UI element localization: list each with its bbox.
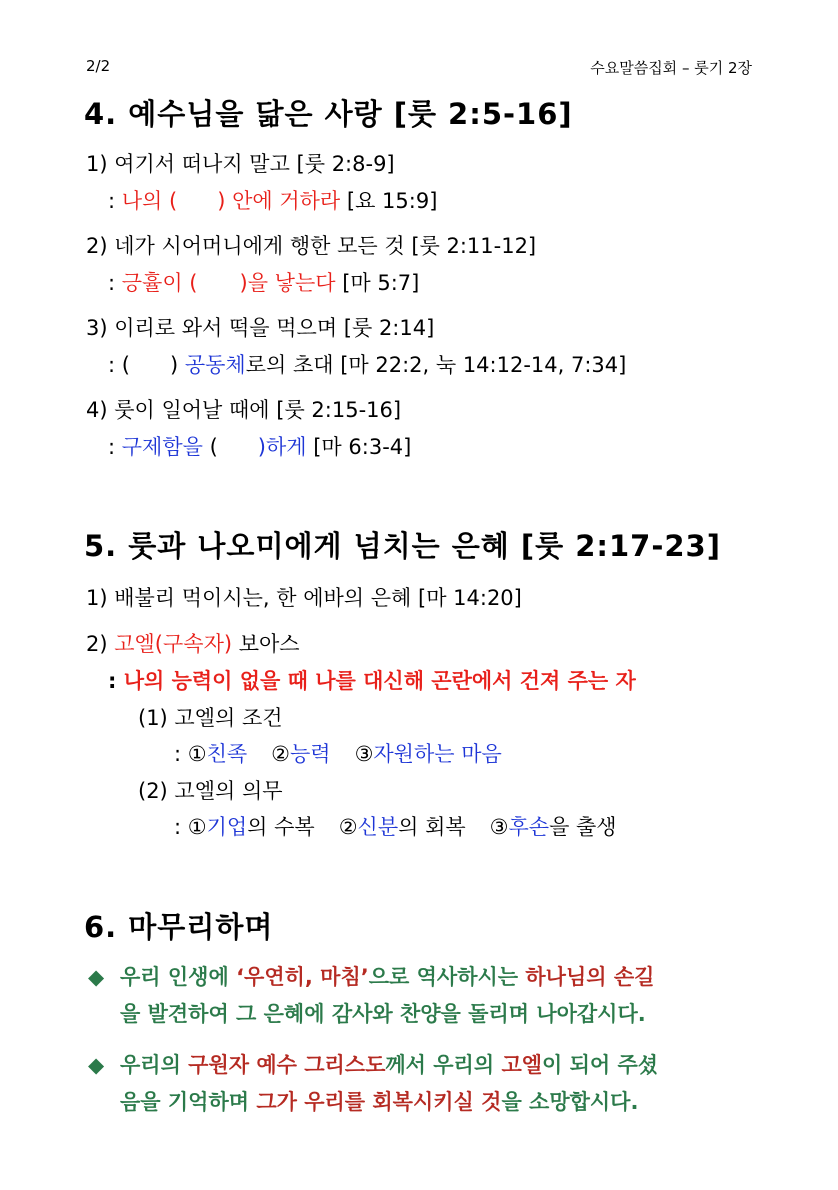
condition-kin: 친족 <box>206 742 248 766</box>
reference: [요 15:9] <box>340 189 438 213</box>
marker-3: ③ <box>354 742 374 766</box>
answer-text: 공동체 <box>178 353 246 377</box>
duty-inheritance: 기업 <box>206 815 248 839</box>
sec4-item-1-answer <box>108 185 437 215</box>
text: 음을 기억하며 <box>120 1090 257 1114</box>
text: 우리 인생에 <box>120 965 237 989</box>
marker-2: ② <box>338 815 358 839</box>
goel-term: 고엘(구속자) <box>114 632 233 656</box>
emphasis: 고엘 <box>501 1053 543 1077</box>
goel-duties <box>174 811 617 841</box>
header-title: 수요말씀집회 – 룻기 2장 <box>590 59 752 77</box>
diamond-icon: ◆ <box>88 965 105 989</box>
sec4-item-4-answer <box>108 431 411 461</box>
text: 을 소망합시다. <box>501 1090 639 1114</box>
closing-bullet-1-line-2: 을 발견하여 그 은혜에 감사와 찬양을 돌리며 나아갑시다. <box>120 1002 646 1026</box>
text: 이 되어 주셨 <box>542 1053 659 1077</box>
colon: : <box>108 271 122 295</box>
goel-duties-head: (2) 고엘의 의무 <box>138 779 283 803</box>
sec4-item-4-head: 4) 룻이 일어날 때에 [룻 2:15-16] <box>86 398 402 422</box>
definition-text: 나의 능력이 없을 때 나를 대신해 곤란에서 건져 주는 자 <box>123 669 636 693</box>
text: 우리의 <box>120 1053 189 1077</box>
section-5-title: 5. 룻과 나오미에게 넘치는 은혜 [룻 2:17-23] <box>84 529 721 563</box>
emphasis: 그가 우리를 회복시키실 것 <box>256 1090 502 1114</box>
answer-text: 구제함을 <box>121 435 203 459</box>
emphasis: 하나님의 손길 <box>525 965 655 989</box>
sec4-item-3-head: 3) 이리로 와서 떡을 먹으며 [룻 2:14] <box>86 316 435 340</box>
emphasis: ‘우연히, 마침’ <box>236 965 369 989</box>
answer-text: )을 낳는다 <box>239 271 336 295</box>
sec4-item-3-answer <box>108 349 626 379</box>
marker-1: : ① <box>174 742 207 766</box>
blank-open: ( <box>202 435 218 459</box>
answer-text: 안에 거하라 <box>225 189 341 213</box>
blank-open: 긍휼이 ( <box>121 271 198 295</box>
duty-status: 신분 <box>357 815 399 839</box>
reference: [마 5:7] <box>335 271 420 295</box>
answer-text-2: )하게 <box>257 435 307 459</box>
boaz: 보아스 <box>232 632 300 656</box>
blank-open: : ( <box>108 353 130 377</box>
colon: : <box>108 189 122 213</box>
colon: : <box>108 669 124 693</box>
section-6-title: 6. 마무리하며 <box>84 910 274 944</box>
duty-text-2: 의 회복 <box>398 815 466 839</box>
closing-bullet-2-line-2 <box>120 1086 638 1116</box>
sec4-item-2-answer <box>108 267 419 297</box>
blank-open: 나의 ( <box>121 189 178 213</box>
text: 께서 우리의 <box>385 1053 502 1077</box>
item-number: 2) <box>86 632 115 656</box>
condition-ability: 능력 <box>289 742 331 766</box>
blank-close: ) <box>217 189 226 213</box>
section-4-title: 4. 예수님을 닮은 사랑 [룻 2:5-16] <box>84 97 573 131</box>
sec5-item-1: 1) 배불리 먹이시는, 한 에바의 은혜 [마 14:20] <box>86 586 522 610</box>
blank-close: ) <box>169 353 179 377</box>
sec4-item-2-head: 2) 네가 시어머니에게 행한 모든 것 [룻 2:11-12] <box>86 234 537 258</box>
closing-bullet-2-line-1 <box>88 1049 658 1079</box>
marker-1: : ① <box>174 815 207 839</box>
sec4-item-1-head: 1) 여기서 떠나지 말고 [룻 2:8-9] <box>86 152 395 176</box>
sec5-item-2 <box>86 628 300 658</box>
reference: [마 6:3-4] <box>306 435 412 459</box>
reference: 로의 초대 [마 22:2, 눅 14:12-14, 7:34] <box>245 353 627 377</box>
closing-bullet-1-line-1 <box>88 961 654 991</box>
goel-conditions-head: (1) 고엘의 조건 <box>138 706 283 730</box>
marker-2: ② <box>271 742 290 766</box>
diamond-icon: ◆ <box>88 1053 105 1077</box>
condition-willing: 자원하는 마음 <box>373 742 502 766</box>
colon: : <box>108 435 122 459</box>
duty-descendant: 후손 <box>508 815 550 839</box>
duty-text-3: 을 출생 <box>549 815 617 839</box>
goel-conditions <box>174 738 502 768</box>
emphasis: 구원자 예수 그리스도 <box>188 1053 386 1077</box>
goel-definition <box>108 665 636 695</box>
marker-3: ③ <box>489 815 509 839</box>
page-number: 2/2 <box>86 57 111 75</box>
text: 으로 역사하시는 <box>368 965 526 989</box>
duty-text-1: 의 수복 <box>247 815 315 839</box>
